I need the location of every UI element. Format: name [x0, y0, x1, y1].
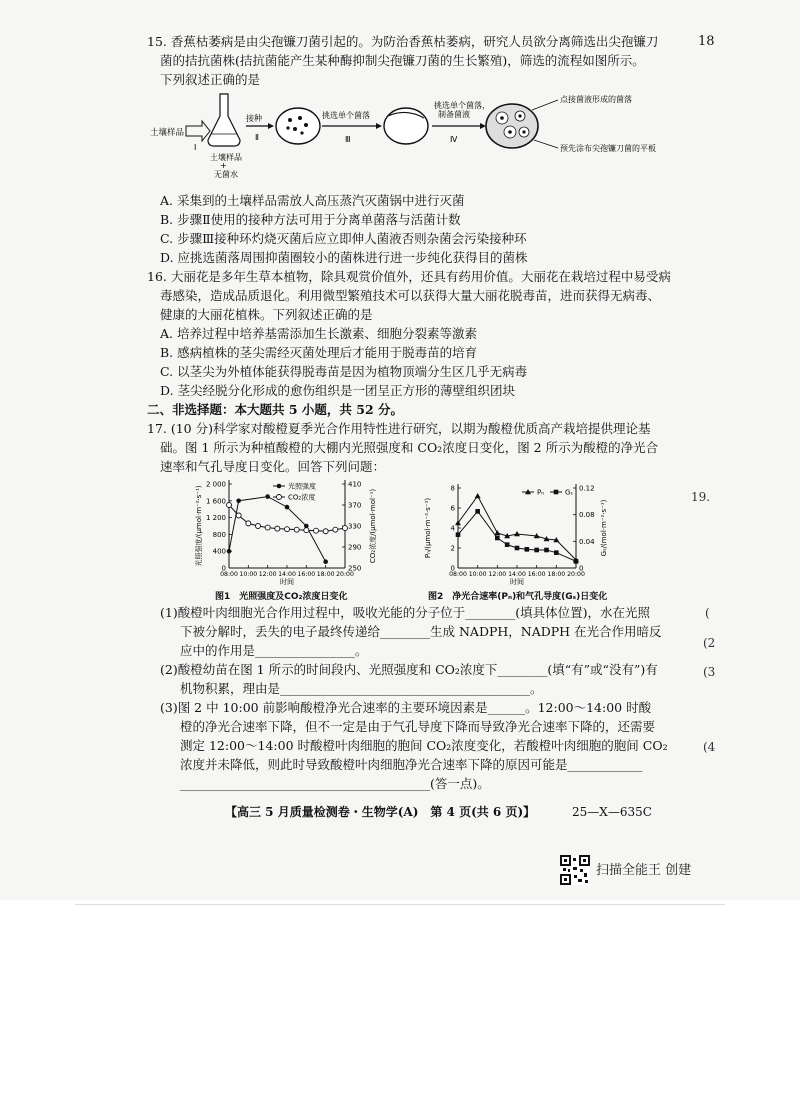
flask-label-1: 土壤样品: [210, 153, 242, 162]
footer-title: 【高三 5 月质量检测卷・生物学(A) 第 4 页(共 6 页)】: [225, 805, 536, 819]
series-2-point: [294, 527, 299, 532]
flow-step4: Ⅳ: [450, 135, 458, 144]
x-tick-label: 14:00: [278, 571, 296, 578]
flask-label-2: 无菌水: [214, 170, 238, 179]
x-tick-label: 20:00: [567, 571, 585, 578]
series-2-point: [246, 521, 251, 526]
left-tick-label: 2 000: [205, 480, 226, 489]
series-1-point: [475, 493, 481, 498]
flow-pick-colony: 挑选单个菌落: [322, 111, 370, 120]
left-tick-label: 1 200: [205, 514, 226, 523]
x-tick-label: 12:00: [258, 571, 277, 578]
series-1-point: [514, 531, 520, 536]
flow-pick-make-1: 挑选单个菌落，: [434, 101, 490, 110]
q15-line3: 下列叙述正确的是: [160, 72, 261, 87]
series-2-point: [333, 527, 338, 532]
legend-label-2: CO₂浓度: [288, 493, 316, 502]
series-2-point: [534, 548, 539, 553]
left-tick-label: 0: [221, 564, 226, 573]
series-2-point: [475, 509, 480, 514]
right-tick-label: 370: [348, 501, 362, 510]
figure-2-chart: [424, 478, 638, 603]
q15-flow-diagram: [150, 88, 690, 188]
q15-option-c: C. 步骤Ⅲ接种环灼烧灭菌后应立即伸人菌液否则杂菌会污染接种环: [160, 231, 527, 246]
x-tick-label: 08:00: [449, 571, 467, 578]
left-axis-label: Pₙ/(μmol·m⁻²·s⁻¹): [424, 497, 432, 559]
q17-line1: 17. (10 分)科学家对酸橙夏季光合作用特性进行研究，以期为酸橙优质高产栽培提供理论基: [147, 421, 651, 436]
q16-line3: 健康的大丽花植株。下列叙述正确的是: [160, 307, 373, 322]
x-tick-label: 18:00: [316, 571, 335, 578]
flow-step2: Ⅱ: [255, 133, 259, 142]
x-tick-label: 12:00: [488, 571, 507, 578]
series-2-point: [343, 526, 348, 531]
right-tick-label: 410: [348, 480, 362, 489]
right-tick-label: 250: [348, 564, 362, 573]
margin-fragment-1: (: [705, 606, 710, 620]
q17-sub1-line3: 应中的作用是________________。: [180, 643, 368, 658]
left-axis-label: 光照强度/(μmol·m⁻²·s⁻¹): [195, 485, 203, 567]
figure-2-caption: 图2 净光合速率(Pₙ)和气孔导度(Gₛ)日变化: [428, 592, 608, 602]
x-tick-label: 16:00: [297, 571, 316, 578]
q17-line3: 速率和气孔导度日变化。回答下列问题：: [160, 459, 386, 474]
series-2-point: [574, 559, 579, 564]
series-2-point: [505, 542, 510, 547]
flask-label-plus: +: [220, 161, 227, 170]
legend-label-1: 光照强度: [288, 482, 316, 491]
series-1-point: [236, 499, 241, 504]
margin-fragment-4: (4: [703, 740, 716, 754]
q17-sub3-line1: (3)图 2 中 10:00 前影响酸橙净光合速率的主要环境因素是______。12:00～14:00 时酸: [160, 700, 652, 715]
petri-dish-2-icon: [384, 108, 428, 144]
left-tick-label: 4: [450, 524, 455, 533]
left-tick-label: 1 600: [205, 497, 226, 506]
q17-sub2-line2: 机物积累，理由是________________________________________。: [180, 681, 543, 696]
scanner-credit: 扫描全能王 创建: [596, 863, 692, 878]
q17-line2: 础。图 1 所示为种植酸橙的大棚内光照强度和 CO₂浓度日变化，图 2 所示为酸橙的净光合: [160, 440, 659, 455]
q15-line1: 15. 香蕉枯萎病是由尖孢镰刀菌引起的。为防治香蕉枯萎病，研究人员欲分离筛选出尖孢镰刀: [147, 34, 659, 49]
flow-pick-make-2: 制备菌液: [438, 110, 470, 119]
right-tick-label: 0.04: [579, 537, 595, 546]
legend-label-2: Gₛ: [565, 488, 574, 497]
series-2-point: [275, 526, 280, 531]
series-1-point: [285, 505, 290, 510]
left-tick-label: 2: [450, 544, 455, 553]
margin-fragment-3: (3: [703, 665, 716, 679]
flow-note-bottom: 预先涂布尖孢镰刀菌的平板: [560, 144, 656, 153]
footer-code: 25—X—635C: [572, 805, 652, 819]
x-tick-label: 14:00: [508, 571, 526, 578]
flow-soil-label: 土壤样品: [150, 128, 185, 138]
x-tick-label: 10:00: [239, 571, 258, 578]
x-axis-label: 时间: [280, 578, 294, 586]
left-tick-label: 6: [450, 504, 455, 513]
series-2-point: [314, 528, 319, 533]
left-tick-label: 400: [212, 547, 226, 556]
series-2-point: [515, 546, 520, 551]
qr-code-icon: [560, 855, 590, 885]
q16-option-a: A. 培养过程中培养基需添加生长激素、细胞分裂素等激素: [160, 326, 477, 341]
series-2-point: [304, 528, 309, 533]
q16-option-b: B. 感病植株的茎尖需经灭菌处理后才能用于脱毒苗的培育: [160, 345, 478, 360]
q17-sub1-line2: 下被分解时，丢失的电子最终传递给________生成 NADPH，NADPH 在光合作用暗反: [180, 624, 662, 639]
margin-fragment-19: 19.: [691, 490, 711, 504]
series-2-point: [525, 547, 530, 552]
series-2-point: [285, 527, 290, 532]
left-tick-label: 8: [450, 484, 455, 493]
legend-marker-2: [554, 490, 559, 495]
section-2-heading: 二、非选择题：本大题共 5 小题，共 52 分。: [147, 402, 404, 417]
flow-inoculate: 接种: [246, 114, 262, 123]
series-2-point: [256, 524, 261, 529]
q17-sub3-line3: 测定 12:00～14:00 时酸橙叶肉细胞的胞间 CO₂浓度变化，若酸橙叶肉细胞的胞间 CO₂: [180, 738, 668, 753]
series-2-point: [323, 529, 328, 534]
petri-dish-1-icon: [276, 108, 320, 144]
arrow-step2: [268, 123, 274, 129]
q17-sub3-line4: 浓度并未降低，则此时导致酸橙叶肉细胞净光合速率下降的原因可能是____________: [180, 757, 643, 772]
q17-sub3-line5: ________________________________________(答一点)。: [180, 776, 490, 791]
x-tick-label: 16:00: [527, 571, 546, 578]
right-tick-label: 0.12: [579, 484, 595, 493]
arrow-step4: [480, 123, 486, 129]
x-tick-label: 20:00: [336, 571, 354, 578]
q16-option-c: C. 以茎尖为外植体能获得脱毒苗是因为植物顶端分生区几乎无病毒: [160, 364, 528, 379]
q17-sub2-line1: (2)酸橙幼苗在图 1 所示的时间段内、光照强度和 CO₂浓度下________(填“有”或“没有”)有: [160, 662, 658, 677]
arrow-step3: [376, 123, 382, 129]
q17-sub1-line1: (1)酸橙叶肉细胞光合作用过程中，吸收光能的分子位于________(填具体位置)，水在光照: [160, 605, 650, 620]
q16-line1: 16. 大丽花是多年生草本植物，除具观赏价值外，还具有药用价值。大丽花在栽培过程中易受病: [147, 269, 671, 284]
right-axis-label: CO₂浓度/(μmol·mol⁻¹): [369, 488, 377, 564]
left-tick-label: 800: [212, 530, 226, 539]
flow-step1: Ⅰ: [194, 143, 197, 152]
series-2-point: [544, 548, 549, 553]
arrow-step1: [186, 121, 210, 141]
x-tick-label: 10:00: [468, 571, 487, 578]
q16-line2: 毒感染，造成品质退化。利用微型繁殖技术可以获得大量大丽花脱毒苗，进而获得无病毒、: [160, 288, 661, 303]
right-axis-label: Gₛ/(mol·m⁻²·s⁻¹): [600, 499, 608, 557]
x-tick-label: 08:00: [220, 571, 238, 578]
q16-option-d: D. 茎尖经脱分化形成的愈伤组织是一团呈正方形的薄壁组织团块: [160, 383, 516, 398]
flow-note-top: 点接菌液形成的菌落: [560, 95, 632, 104]
right-tick-label: 290: [348, 543, 362, 552]
q15-option-b: B. 步骤Ⅱ使用的接种方法可用于分离单菌落与活菌计数: [160, 212, 461, 227]
legend-marker-1: [277, 484, 282, 489]
legend-marker-2: [277, 495, 282, 500]
figure-1-chart: [185, 478, 385, 603]
figure-1-caption: 图1 光照强度及CO₂浓度日变化: [215, 592, 348, 602]
flask-icon: [208, 94, 240, 146]
right-tick-label: 0.08: [579, 511, 595, 520]
series-2-point: [236, 513, 241, 518]
series-2-point: [456, 532, 461, 537]
x-tick-label: 18:00: [547, 571, 566, 578]
page-corner-number: 18: [698, 34, 715, 49]
series-2-point: [495, 536, 500, 541]
right-tick-label: 0: [579, 564, 584, 573]
page-bottom-divider: [75, 904, 725, 905]
legend-label-1: Pₙ: [537, 488, 545, 497]
q15-option-d: D. 应挑选菌落周围抑菌圈较小的菌株进行进一步纯化获得目的菌株: [160, 250, 528, 265]
series-1-point: [323, 559, 328, 564]
left-tick-label: 0: [450, 564, 455, 573]
q17-sub3-line2: 橙的净光合速率下降，但不一定是由于气孔导度下降而导致净光合速率下降的，还需要: [180, 719, 656, 734]
flow-step3: Ⅲ: [345, 135, 351, 144]
series-2-point: [554, 550, 559, 555]
series-1-point: [227, 549, 232, 554]
series-1-point: [265, 494, 270, 499]
margin-fragment-2: (2: [703, 636, 716, 650]
q15-option-a: A. 采集到的土壤样品需放人高压蒸汽灭菌锅中进行灭菌: [160, 193, 465, 208]
q15-line2: 菌的拮抗菌株(拮抗菌能产生某种酶抑制尖孢镰刀菌的生长繁殖)，筛选的流程如图所示。: [160, 53, 645, 68]
right-tick-label: 330: [348, 522, 362, 531]
series-2-point: [265, 525, 270, 530]
x-axis-label: 时间: [510, 578, 524, 586]
series-2-point: [227, 503, 232, 508]
